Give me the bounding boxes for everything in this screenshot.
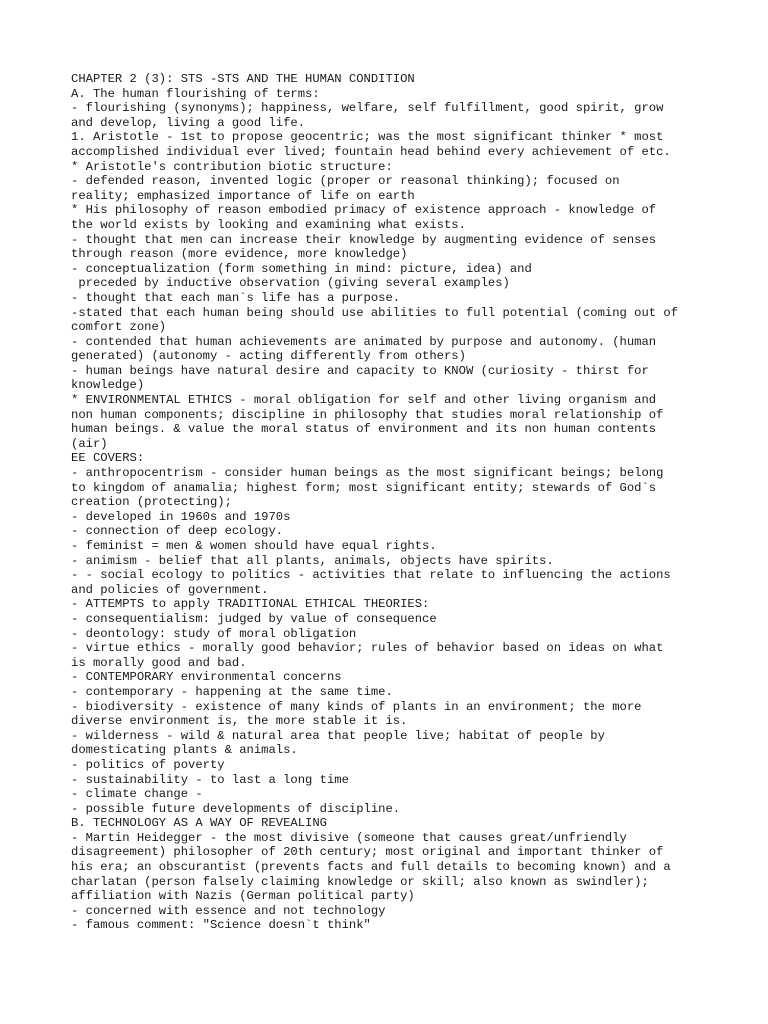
text-line: and develop, living a good life. [71,115,306,130]
text-line: - possible future developments of discipline. [71,801,401,816]
text-line: -stated that each human being should use abilities to full potential (coming out of [71,305,679,320]
text-line: - sustainability - to last a long time [71,772,349,787]
text-line: generated) (autonomy - acting differently from others) [71,349,466,364]
text-line: - thought that each man`s life has a purpose. [71,290,401,305]
text-line: - deontology: study of moral obligation [71,626,357,641]
text-line: - biodiversity - existence of many kinds of plants in an environment; the more [71,699,642,714]
text-line: - politics of poverty [71,757,225,772]
document-page [71,72,761,933]
text-line: - anthropocentrism - consider human beings as the most significant beings; belong [71,466,664,481]
text-line: the world exists by looking and examining what exists. [71,217,466,232]
text-line: - consequentialism: judged by value of consequence [71,611,437,626]
text-line: - wilderness - wild & natural area that people live; habitat of people by [71,728,605,743]
text-line: to kingdom of anamalia; highest form; most significant entity; stewards of God`s [71,480,657,495]
text-line: domesticating plants & animals. [71,743,298,758]
text-line: creation (protecting); [71,495,232,510]
text-line: (air) [71,436,108,451]
text-line: through reason (more evidence, more knowledge) [71,247,408,262]
text-line: his era; an obscurantist (prevents facts and full details to becoming known) and a [71,860,671,875]
text-line: charlatan (person falsely claiming knowledge or skill; also known as swindler); [71,874,649,889]
text-line: - developed in 1960s and 1970s [71,509,291,524]
text-line: - defended reason, invented logic (proper or reasonal thinking); focused on [71,174,620,189]
text-line: non human components; discipline in philosophy that studies moral relationship of [71,407,664,422]
text-line: reality; emphasized importance of life on earth [71,188,415,203]
text-line: - virtue ethics - morally good behavior; rules of behavior based on ideas on what [71,641,664,656]
text-line: preceded by inductive observation (giving several examples) [71,276,510,291]
text-line: accomplished individual ever lived; fountain head behind every achievement of etc. [71,144,671,159]
text-line: B. TECHNOLOGY AS A WAY OF REVEALING [71,816,327,831]
text-line: - feminist = men & women should have equal rights. [71,539,437,553]
text-line: is morally good and bad. [71,655,247,670]
text-line: A. The human flourishing of terms: [71,86,320,101]
text-line: - famous comment: "Science doesn`t think" [71,918,371,933]
text-line: - flourishing (synonyms); happiness, welfare, self fulfillment, good spirit, grow [71,101,664,116]
text-line: EE COVERS: [71,451,145,466]
text-line: - - social ecology to politics - activities that relate to influencing the actions [71,568,671,583]
text-line: - climate change - [71,787,203,802]
text-line: - ATTEMPTS to apply TRADITIONAL ETHICAL THEORIES: [71,597,430,612]
text-line: knowledge) [71,378,145,393]
text-line: and policies of government. [71,582,269,597]
text-line: diverse environment is, the more stable it is. [71,714,408,729]
text-line: * Aristotle's contribution biotic structure: [71,159,393,174]
text-line: - connection of deep ecology. [71,524,284,539]
text-line: disagreement) philosopher of 20th century; most original and important thinker of [71,845,664,860]
text-line: - concerned with essence and not technology [71,903,386,918]
text-line: * ENVIRONMENTAL ETHICS - moral obligation for self and other living organism and [71,393,657,408]
text-line: - Martin Heidegger - the most divisive (someone that causes great/unfriendly [71,830,627,845]
text-line: * His philosophy of reason embodied primacy of existence approach - knowledge of [71,203,657,218]
text-line: - animism - belief that all plants, animals, objects have spirits. [71,553,554,568]
text-line: 1. Aristotle - 1st to propose geocentric; was the most significant thinker * most [71,130,664,145]
text-line: - human beings have natural desire and capacity to KNOW (curiosity - thirst for [71,363,649,378]
text-line: affiliation with Nazis (German political party) [71,889,415,904]
text-line: - conceptualization (form something in mind: picture, idea) and [71,261,532,276]
text-line: CHAPTER 2 (3): STS -STS AND THE HUMAN CONDITION [71,72,415,86]
text-line: - thought that men can increase their knowledge by augmenting evidence of senses [71,232,657,247]
text-line: - contemporary - happening at the same time. [71,684,393,699]
text-line: - contended that human achievements are animated by purpose and autonomy. (human [71,334,657,349]
text-line: human beings. & value the moral status of environment and its non human contents [71,422,657,437]
text-line: comfort zone) [71,320,167,335]
text-line: - CONTEMPORARY environmental concerns [71,670,342,685]
